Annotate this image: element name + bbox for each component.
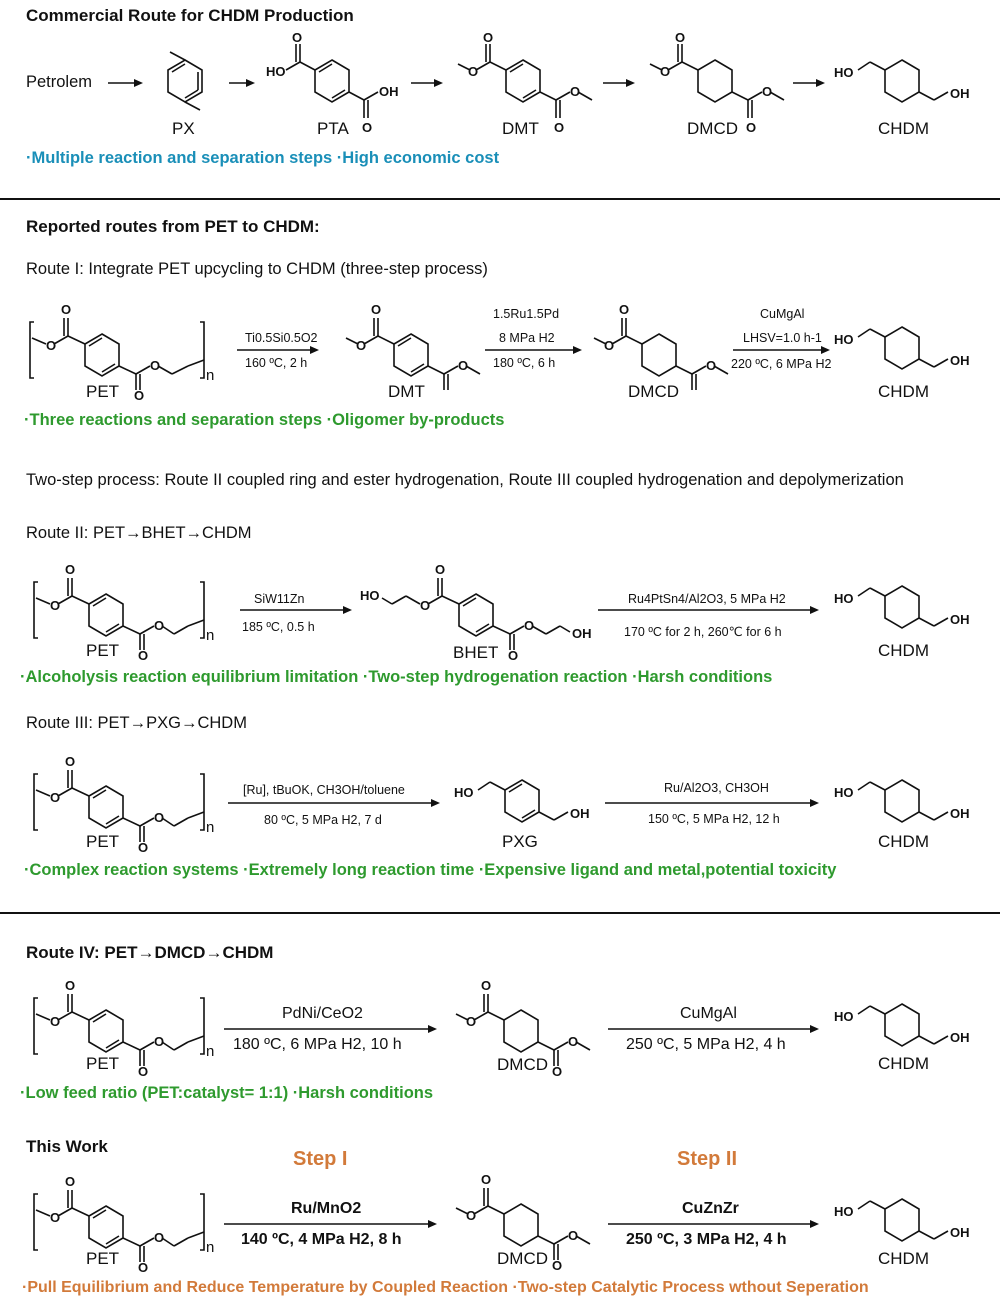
svg-text:O: O [483, 30, 494, 45]
r1-dmcd-label: DMCD [628, 382, 679, 401]
tw-chdm-label: CHDM [878, 1249, 929, 1268]
r4-cond1-top: PdNi/CeO2 [282, 1005, 363, 1022]
svg-text:OH: OH [950, 1225, 970, 1240]
svg-text:O: O [762, 84, 773, 99]
tw-cond1-top: Ru/MnO2 [291, 1200, 362, 1217]
svg-text:O: O [552, 1064, 563, 1079]
tw-dmcd-label: DMCD [497, 1249, 548, 1268]
svg-text:O: O [568, 1228, 579, 1243]
pxg-structure [450, 766, 600, 836]
thiswork-note: ·Pull Equilibrium and Reduce Temperature by Coupled Reaction ·Two-step Catalytic Process wthout Seperation [22, 1279, 869, 1296]
pta-oh: OH [379, 84, 399, 99]
svg-text:O: O [660, 64, 671, 79]
svg-text:O: O [134, 388, 145, 403]
svg-text:HO: HO [834, 1204, 854, 1219]
svg-text:HO: HO [834, 1009, 854, 1024]
r1-pet-label: PET [86, 382, 120, 401]
r1-cond2-bot: 180 ºC, 6 h [493, 356, 556, 370]
svg-text:OH: OH [572, 626, 592, 641]
r4-cond2-bot: 250 ºC, 5 MPa H2, 4 h [626, 1036, 786, 1053]
svg-text:O: O [570, 84, 581, 99]
svg-text:O: O [371, 302, 382, 317]
svg-text:O: O [50, 1014, 61, 1029]
chdm-label: CHDM [878, 119, 929, 138]
r3-chdm-structure [830, 766, 980, 836]
r4-pet-label: PET [86, 1054, 120, 1073]
r1-cond2-mid: 8 MPa H2 [499, 331, 555, 345]
bhet-label: BHET [453, 643, 499, 662]
svg-text:O: O [468, 64, 479, 79]
r1-cond3-mid: LHSV=1.0 h-1 [743, 331, 822, 345]
r3-cond2-top: Ru/Al2O3, CH3OH [664, 781, 769, 795]
svg-text:O: O [746, 120, 757, 135]
tw-pet-label: PET [86, 1249, 120, 1268]
r3-cond1-top: [Ru], tBuOK, CH3OH/toluene [243, 783, 405, 797]
pta-o2: O [362, 120, 373, 135]
r2-pet-label: PET [86, 641, 120, 660]
route4-title: Route IV: PET→DMCD→CHDM [26, 943, 274, 962]
r4-chdm-structure [830, 990, 980, 1060]
svg-text:n: n [206, 627, 215, 644]
r1-cond3-top: CuMgAl [760, 307, 805, 321]
svg-text:O: O [138, 1064, 149, 1079]
svg-text:HO: HO [454, 785, 474, 800]
r1-cond1-bot: 160 ºC, 2 h [245, 356, 308, 370]
svg-text:O: O [154, 1230, 165, 1245]
svg-text:O: O [619, 302, 630, 317]
route1-note: ·Three reactions and separation steps ·Oligomer by-products [24, 411, 505, 429]
svg-text:HO: HO [834, 65, 854, 80]
tw-cond2-bot: 250 ºC, 3 MPa H2, 4 h [626, 1231, 787, 1248]
r1-cond3-bot: 220 ºC, 6 MPa H2 [731, 357, 832, 371]
svg-text:O: O [154, 1034, 165, 1049]
svg-text:n: n [206, 367, 215, 384]
svg-text:OH: OH [570, 806, 590, 821]
svg-text:HO: HO [834, 785, 854, 800]
commercial-note: ·Multiple reaction and separation steps ·High economic cost [26, 149, 500, 167]
r1-cond2-top: 1.5Ru1.5Pd [493, 307, 560, 321]
svg-text:n: n [206, 1239, 215, 1256]
svg-text:O: O [138, 648, 149, 663]
svg-text:O: O [154, 810, 165, 825]
petroleum-label: Petrolem [26, 73, 93, 91]
r4-dmcd-label: DMCD [497, 1055, 548, 1074]
svg-text:OH: OH [950, 353, 970, 368]
step1-label: Step I [293, 1148, 348, 1170]
svg-text:O: O [508, 648, 519, 663]
px-label: PX [172, 119, 195, 138]
route2-note: ·Alcoholysis reaction equilibrium limitation ·Two-step hydrogenation reaction ·Harsh conditions [20, 668, 773, 686]
svg-text:n: n [206, 1043, 215, 1060]
dmcd-label: DMCD [687, 119, 738, 138]
r2-chdm-label: CHDM [878, 641, 929, 660]
svg-text:O: O [65, 754, 76, 769]
svg-text:O: O [65, 562, 76, 577]
tw-cond1-bot: 140 ºC, 4 MPa H2, 8 h [241, 1231, 402, 1248]
svg-text:O: O [706, 358, 717, 373]
svg-text:O: O [356, 338, 367, 353]
svg-text:O: O [458, 358, 469, 373]
route3-title: Route III: PET→PXG→CHDM [26, 714, 247, 732]
pta-label: PTA [317, 119, 349, 138]
svg-text:HO: HO [360, 588, 380, 603]
svg-text:O: O [154, 618, 165, 633]
r2-cond1-bot: 185 ºC, 0.5 h [242, 620, 315, 634]
r3-cond2-bot: 150 ºC, 5 MPa H2, 12 h [648, 812, 780, 826]
svg-text:n: n [206, 819, 215, 836]
divider-2 [0, 912, 1000, 914]
svg-text:O: O [435, 562, 446, 577]
svg-text:HO: HO [834, 332, 854, 347]
svg-text:O: O [554, 120, 565, 135]
svg-text:O: O [46, 338, 57, 353]
twostep-text: Two-step process: Route II coupled ring and ester hydrogenation, Route III coupled hydrogenation and depolymerization [26, 471, 904, 489]
reported-title: Reported routes from PET to CHDM: [26, 217, 320, 236]
r1-cond1-top: Ti0.5Si0.5O2 [245, 331, 318, 345]
svg-text:OH: OH [950, 1030, 970, 1045]
r2-cond2-top: Ru4PtSn4/Al2O3, 5 MPa H2 [628, 592, 786, 606]
svg-text:OH: OH [950, 806, 970, 821]
route2-title: Route II: PET→BHET→CHDM [26, 524, 252, 542]
tw-chdm-structure [830, 1185, 980, 1255]
svg-text:O: O [466, 1014, 477, 1029]
svg-text:O: O [138, 840, 149, 855]
pxg-label: PXG [502, 832, 538, 851]
svg-text:O: O [50, 790, 61, 805]
svg-text:OH: OH [950, 612, 970, 627]
svg-text:O: O [568, 1034, 579, 1049]
pta-o1: O [292, 30, 303, 45]
svg-text:O: O [481, 978, 492, 993]
dmt-label: DMT [502, 119, 539, 138]
step2-label: Step II [677, 1148, 738, 1170]
svg-text:O: O [481, 1172, 492, 1187]
svg-text:O: O [61, 302, 72, 317]
pta-ho: HO [266, 64, 286, 79]
tw-cond2-top: CuZnZr [682, 1200, 739, 1217]
svg-text:O: O [65, 1174, 76, 1189]
svg-text:O: O [150, 358, 161, 373]
svg-text:O: O [466, 1208, 477, 1223]
svg-text:O: O [524, 618, 535, 633]
thiswork-title: This Work [26, 1137, 108, 1156]
r4-cond2-top: CuMgAl [680, 1005, 737, 1022]
svg-text:O: O [65, 978, 76, 993]
svg-text:O: O [420, 598, 431, 613]
route3-note: ·Complex reaction systems ·Extremely long reaction time ·Expensive ligand and metal,potential toxicity [24, 861, 837, 879]
commercial-title: Commercial Route for CHDM Production [26, 6, 354, 25]
svg-text:O: O [552, 1258, 563, 1273]
route1-title: Route I: Integrate PET upcycling to CHDM (three-step process) [26, 260, 488, 278]
r1-dmt-label: DMT [388, 382, 425, 401]
r2-cond2-bot: 170 ºC for 2 h, 260℃ for 6 h [624, 625, 782, 639]
r4-cond1-bot: 180 ºC, 6 MPa H2, 10 h [233, 1036, 402, 1053]
svg-text:O: O [675, 30, 686, 45]
r2-cond1-top: SiW11Zn [254, 592, 305, 606]
svg-text:O: O [50, 1210, 61, 1225]
svg-text:OH: OH [950, 86, 970, 101]
svg-text:O: O [604, 338, 615, 353]
route4-note: ·Low feed ratio (PET:catalyst= 1:1) ·Harsh conditions [20, 1084, 434, 1102]
r1-chdm-label: CHDM [878, 382, 929, 401]
r3-chdm-label: CHDM [878, 832, 929, 851]
svg-text:O: O [138, 1260, 149, 1275]
svg-text:O: O [50, 598, 61, 613]
r4-chdm-label: CHDM [878, 1054, 929, 1073]
r1-chdm-structure [830, 313, 980, 383]
r3-pet-label: PET [86, 832, 120, 851]
r3-cond1-bot: 80 ºC, 5 MPa H2, 7 d [264, 813, 382, 827]
r2-chdm-structure [830, 572, 980, 642]
svg-text:HO: HO [834, 591, 854, 606]
